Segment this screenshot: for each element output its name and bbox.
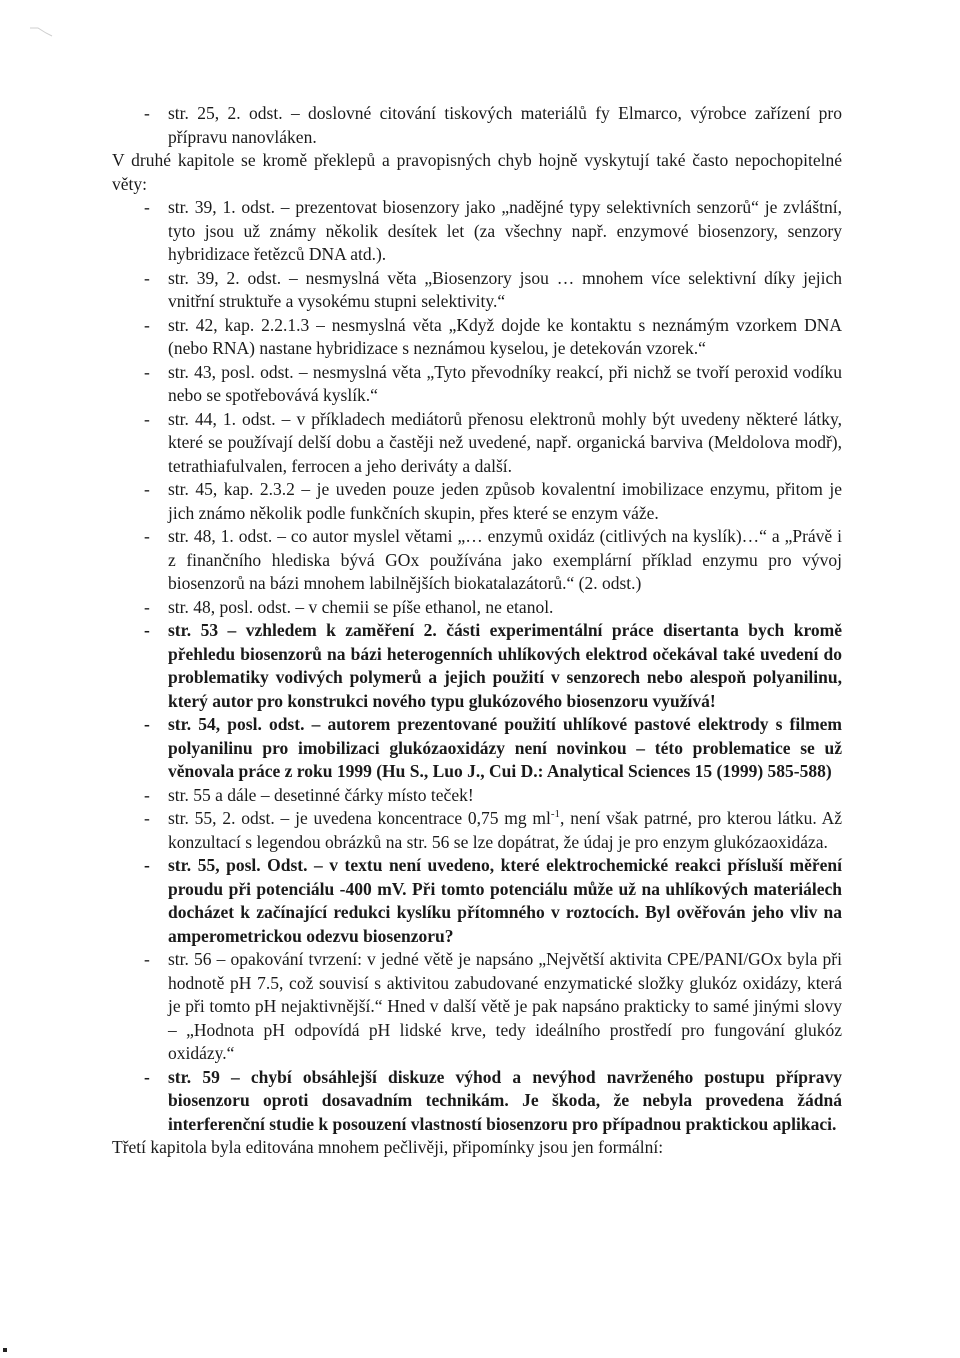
list-dash: - (144, 103, 150, 123)
list-item-text: str. 56 – opakování tvrzení: v jedné větě je napsáno „Největší aktivita CPE/PANI/GOx byla při hodnotě pH 7.5, což souvisí s aktivitou zabudované enzymatické složky glukóz oxidázy, která je při tomto pH nejaktivnější.“ Hned v další větě je pak napsáno prakticky to samé jinými slovy – „Hodnota pH odpovídá pH lidské krve, tedy ideálního prostředí pro fungování glukóz oxidázy.“ (168, 949, 842, 1063)
list-item-text: str. 44, 1. odst. – v příkladech mediátorů přenosu elektronů mohly být uvedeny některé látky, které se používají delší dobu a častěji než uvedené, např. organická barviva (Meldolova modř), tetrathiafulvalen, ferrocen a jeho deriváty a další. (168, 408, 842, 476)
list-item-text: str. 39, 2. odst. – nesmyslná věta „Biosenzory jsou … mnohem více selektivní díky jejich vnitřní struktuře a vysokému stupni selektivity.“ (168, 267, 842, 311)
superscript: -1 (550, 808, 561, 821)
list-item-text-end: , není však patrné, pro kterou látku. Až konzultací s legendou obrázků na str. 56 se lze dopátrat, že údaj je pro enzym glukózaoxidáza. (168, 808, 842, 852)
list-item-text: str. 39, 1. odst. – prezentovat biosenzory jako „nadějné typy selektivních senzorů“ je zvláštní, tyto jsou už známy několik desítek let (za všechny např. enzymové biosenzory, senzory hybridizace řetězců DNA atd.). (168, 197, 842, 264)
list-item-text: str. 43, posl. odst. – nesmyslná věta „Tyto převodníky reakcí, při nichž se tvoří peroxid vodíku nebo se spotřebovává kyslík.“ (168, 361, 842, 405)
list-item-bold (112, 619, 842, 713)
list-dash: - (144, 620, 150, 640)
list-item-text: str. 55, posl. Odst. – v textu není uvedeno, které elektrochemické reakci přísluší měření proudu při potenciálu -400 mV. Při tomto potenciálu může už na uhlíkových materiálech docházet k začínající redukci kyslíku přítomného v roztocích. Byl ověřován jeho vliv na amperometrickou odezvu biosenzoru? (168, 855, 842, 946)
list-dash: - (144, 267, 150, 288)
list-item-text-start: str. 55, 2. odst. – je uvedena koncentrace 0,75 mg ml (168, 808, 551, 828)
document-page (112, 102, 842, 1160)
list-item (112, 102, 842, 149)
list-dash: - (144, 408, 150, 429)
list-dash: - (144, 596, 150, 617)
scan-dot (3, 1348, 7, 1352)
list-item (112, 784, 842, 808)
paragraph-intro: V druhé kapitole se kromě překlepů a pravopisných chyb hojně vyskytují také často nepochopitelné věty: (112, 150, 842, 194)
list-item-text: str. 59 – chybí obsáhlejší diskuze výhod a nevýhod navrženého postupu přípravy biosenzoru oproti dosavadním technikám. Je škoda, že nebyla provedena žádná interferenční studie k posouzení vlastností biosenzoru pro případnou praktickou aplikaci. (168, 1066, 842, 1134)
list-dash: - (144, 526, 150, 546)
list-dash: - (144, 784, 150, 805)
list-dash: - (144, 314, 150, 335)
scan-mark (28, 24, 58, 40)
list-dash: - (144, 714, 150, 734)
list-item (112, 361, 842, 408)
list-item-text: str. 53 – vzhledem k zaměření 2. části experimentální práce disertanta bych kromě přehledu biosenzorů na bázi heterogenních uhlíkových elektrod očekával také uvedení do problematiky vodivých polymerů a jejich použití v senzorech nebo alespoň polyanilinu, který autor pro konstrukci nového typu glukózového biosenzoru využívá! (168, 620, 842, 711)
list-dash: - (144, 479, 150, 499)
list-item-text: str. 54, posl. odst. – autorem prezentované použití uhlíkové pastové elektrody s filmem polyanilinu pro imobilizaci glukózaoxidázy není novinkou – této problematice se už věnovala práce z roku 1999 (Hu S., Luo J., Cui D.: Analytical Sciences 15 (1999) 585-588) (168, 714, 842, 781)
list-item (112, 478, 842, 525)
list-dash: - (144, 808, 150, 828)
list-dash: - (144, 949, 150, 969)
list-item-bold (112, 713, 842, 784)
list-item-bold (112, 1066, 842, 1137)
list-dash: - (144, 1066, 150, 1087)
paragraph-closing: Třetí kapitola byla editována mnohem pečlivěji, připomínky jsou jen formální: (112, 1137, 664, 1157)
list-item (112, 807, 842, 854)
list-dash: - (144, 855, 150, 875)
list-item (112, 596, 842, 620)
list-item (112, 314, 842, 361)
list-item-text: str. 25, 2. odst. – doslovné citování tiskových materiálů fy Elmarco, výrobce zařízení pro přípravu nanovláken. (168, 103, 842, 147)
list-item-text: str. 48, 1. odst. – co autor myslel větami „… enzymů oxidáz (citlivých na kyslík)…“ a „Právě i z finančního hlediska bývá GOx používána jako exemplární příklad enzymu pro vývoj biosenzorů na bázi mnohem labilnějších biokatalazátorů.“ (2. odst.) (168, 526, 842, 593)
list-dash: - (144, 197, 150, 217)
list-item (112, 408, 842, 479)
list-item-text: str. 48, posl. odst. – v chemii se píše ethanol, ne etanol. (168, 596, 554, 617)
list-item-text: str. 55 a dále – desetinné čárky místo teček! (168, 784, 474, 805)
list-item (112, 196, 842, 267)
list-item-bold (112, 854, 842, 948)
list-item (112, 525, 842, 596)
list-item (112, 267, 842, 314)
list-item (112, 948, 842, 1066)
list-item-text: str. 45, kap. 2.3.2 – je uveden pouze jeden způsob kovalentní imobilizace enzymu, přitom je jich známo několik podle funkčních skupin, přes které se enzym váže. (168, 479, 842, 523)
list-item-text: str. 42, kap. 2.2.1.3 – nesmyslná věta „Když dojde ke kontaktu s neznámým vzorkem DNA (nebo RNA) nastane hybridizace s neznámou kyselou, je detekován vzorek.“ (168, 314, 842, 358)
list-dash: - (144, 361, 150, 382)
